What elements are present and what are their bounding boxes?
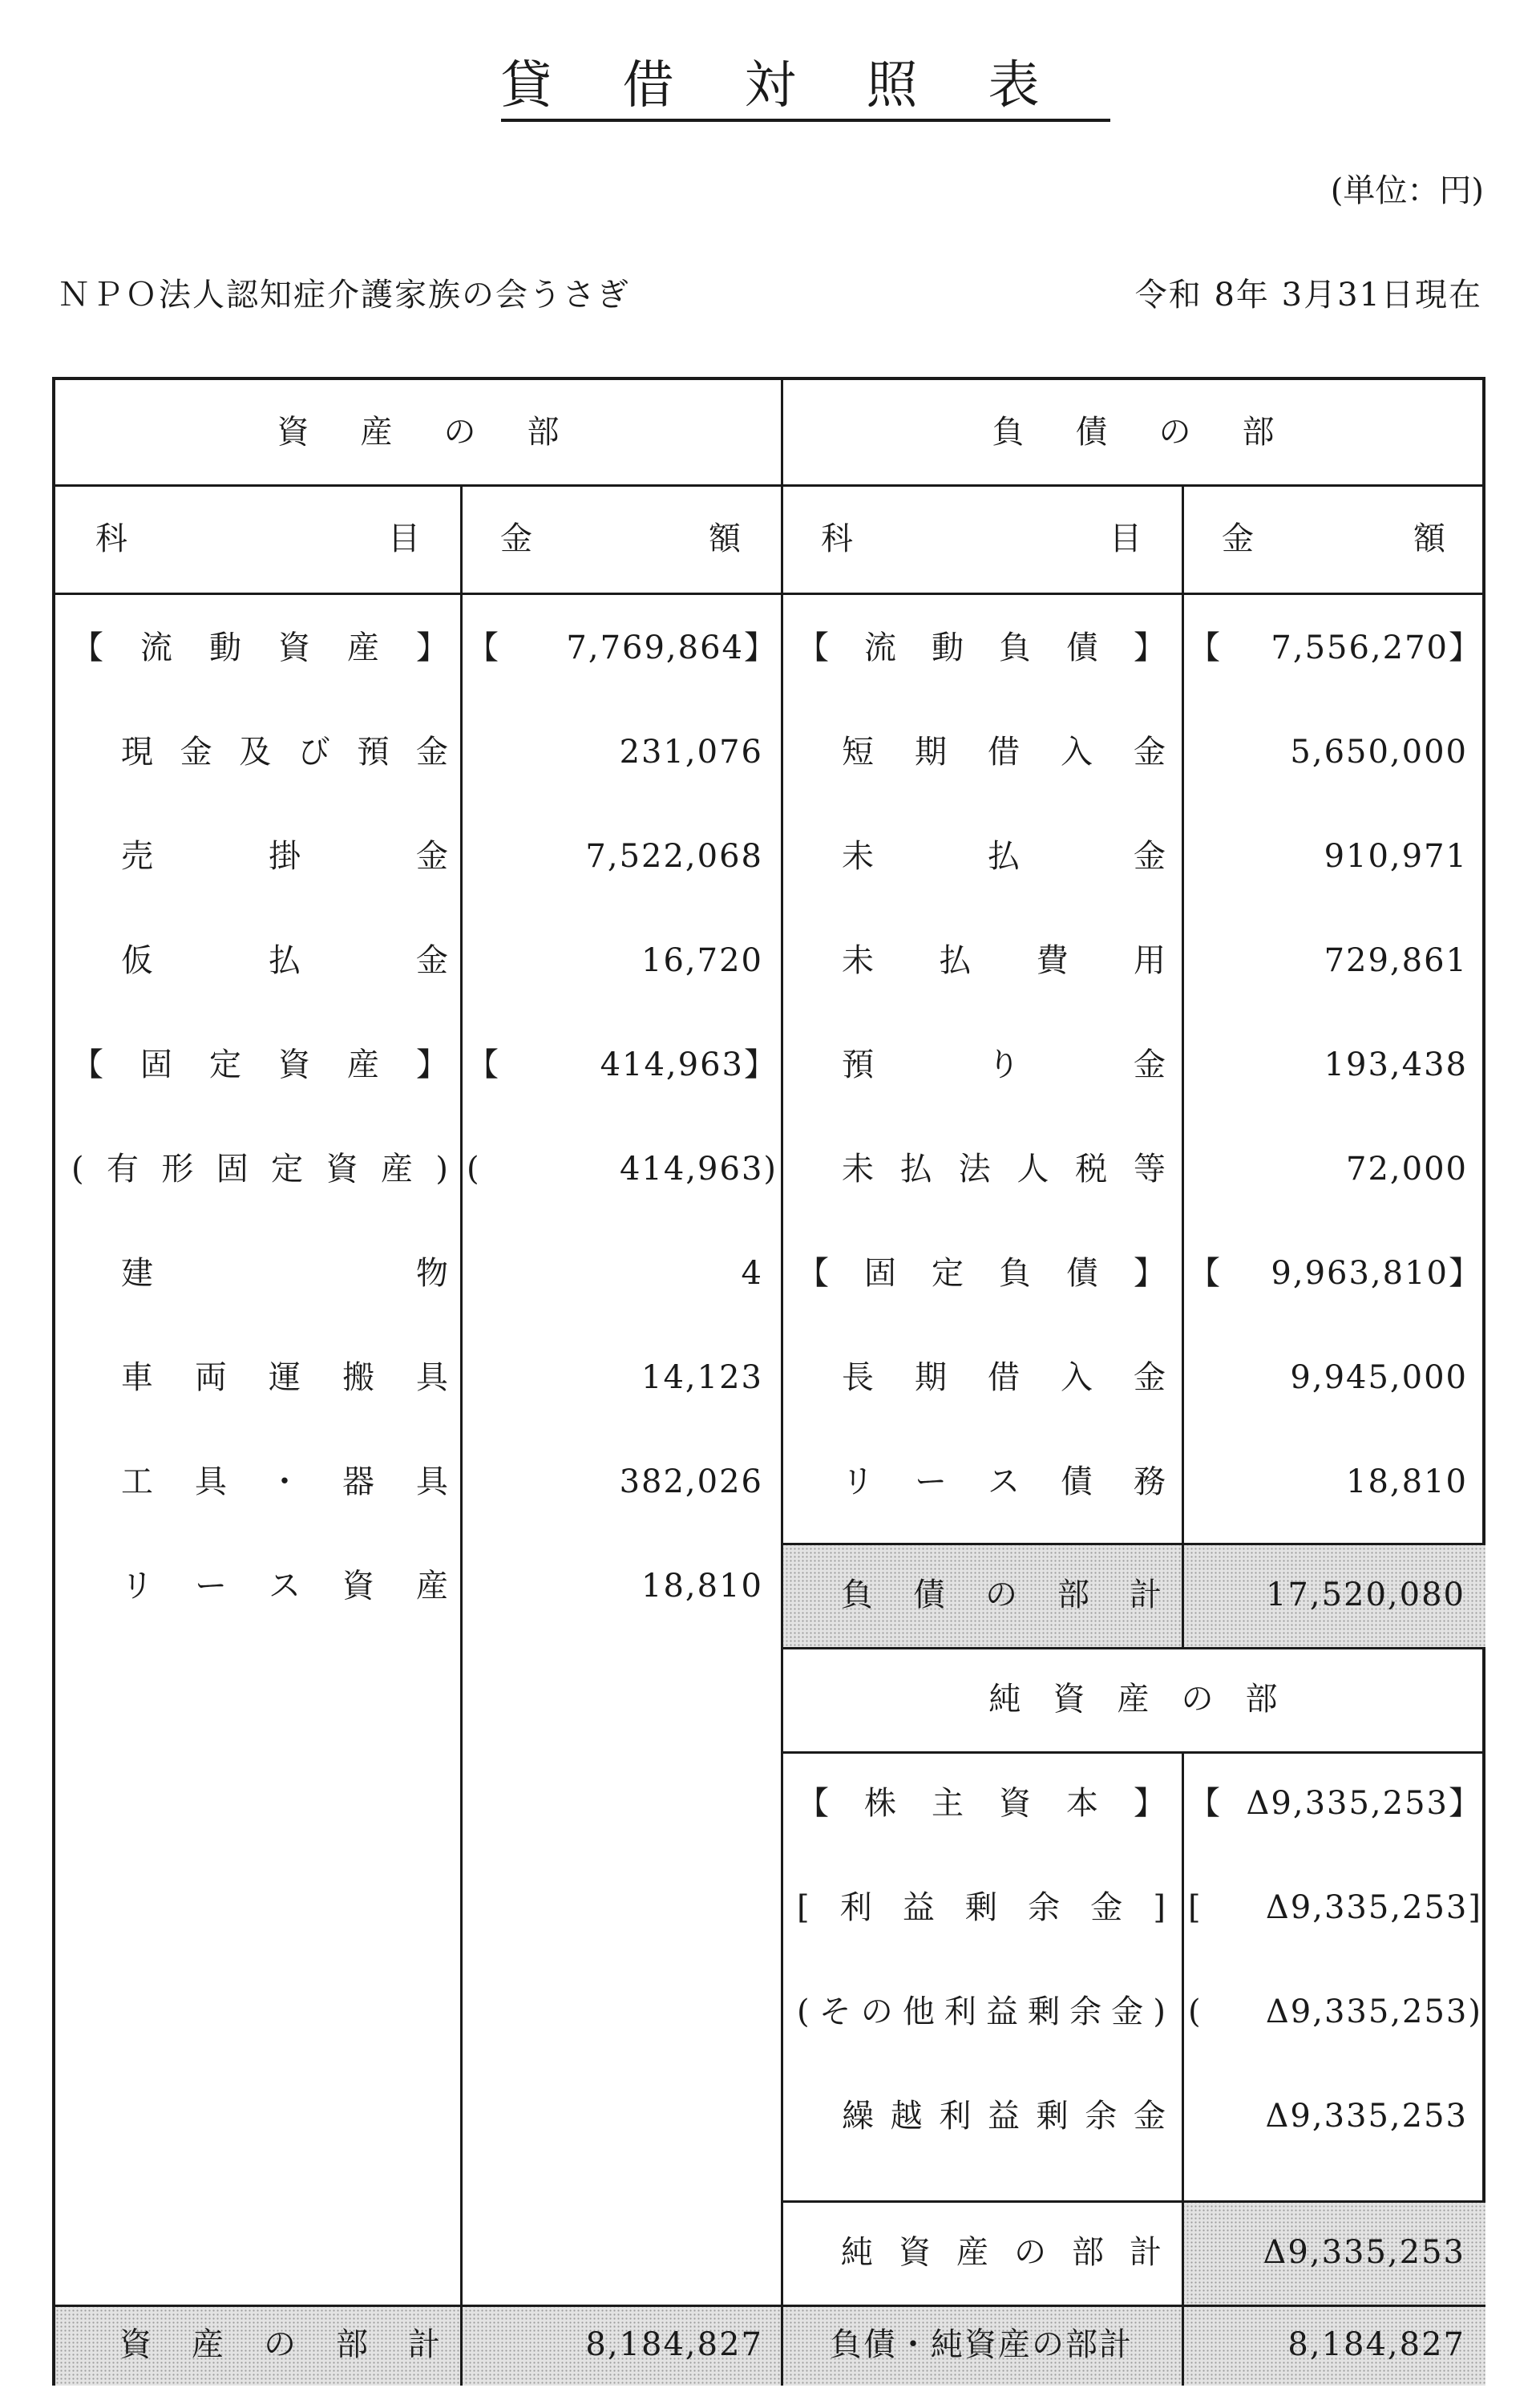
label-char: 仮 (121, 942, 153, 979)
assets-row-amount: 7,769,864】 (566, 629, 778, 666)
document-title (0, 44, 1540, 118)
assets-row-label (121, 1249, 448, 1297)
label-char: 益 (987, 2098, 1020, 2135)
label-char: 売 (121, 838, 153, 875)
label-char: 現 (121, 734, 153, 771)
liabilities-subject-header-right: 目 (1110, 520, 1142, 557)
label-char: 具 (416, 1463, 448, 1500)
rule-net-assets-header-top (781, 1647, 1485, 1649)
label-char: ( (71, 1151, 84, 1188)
label-char: 】 (416, 629, 448, 666)
label-char: 払 (988, 838, 1020, 875)
net-assets-total-amount: Δ9,335,253 (1263, 2234, 1465, 2271)
label-char: 余 (1069, 1993, 1102, 2030)
liabilities-row-amount: 7,556,270】 (1271, 629, 1482, 666)
label-char: 定 (209, 1046, 241, 1083)
assets-row-label (121, 937, 448, 985)
label-char: 本 (1066, 1785, 1098, 1822)
label-char: そ (819, 1993, 851, 2030)
organization-name: ＮＰＯ法人認知症介護家族の会うさぎ (58, 277, 630, 314)
rule-section-header (55, 484, 1485, 487)
label-char: 剰 (964, 1889, 997, 1926)
label-char: 他 (902, 1993, 935, 2030)
label-char: ー (915, 1463, 947, 1500)
assets-row-label (71, 1145, 448, 1193)
label-char: 動 (932, 629, 964, 666)
label-char: 産 (347, 1046, 379, 1083)
label-char: [ (797, 1889, 810, 1926)
assets-total-amount: 8,184,827 (585, 2326, 763, 2363)
label-char: 入 (1061, 734, 1093, 771)
assets-row-label (121, 832, 448, 880)
assets-amount-header-right: 額 (709, 520, 741, 557)
label-char: ) (435, 1151, 448, 1188)
liabilities-row-label (797, 624, 1166, 672)
label-char: 未 (842, 1151, 874, 1188)
label-char: 金 (416, 942, 448, 979)
label-char: ー (195, 1568, 227, 1605)
label-char: 費 (1036, 942, 1069, 979)
assets-row-amount: 4 (741, 1255, 763, 1292)
label-char: 運 (269, 1359, 301, 1396)
label-char: び (297, 734, 330, 771)
label-char: 計 (1130, 1576, 1162, 1613)
label-char: 流 (140, 629, 172, 666)
label-char: 借 (988, 734, 1020, 771)
label-char: 株 (864, 1785, 896, 1822)
assets-subject-header-right: 目 (388, 520, 420, 557)
label-char: 固 (864, 1255, 896, 1292)
label-char: 繰 (842, 2098, 874, 2135)
rule-column-header (55, 593, 1485, 595)
label-char: 計 (1130, 2234, 1162, 2271)
label-char: 】 (1134, 629, 1166, 666)
liabilities-row-label (842, 1354, 1166, 1402)
label-char: の (1014, 2234, 1046, 2271)
assets-row-amount: 14,123 (641, 1359, 763, 1396)
label-char: リ (121, 1568, 153, 1605)
assets-amount-header (460, 515, 781, 563)
assets-amount-header-left: 金 (500, 520, 532, 557)
label-char: 産 (956, 2234, 988, 2271)
label-char: 余 (1028, 1889, 1061, 1926)
net-assets-row-amount: Δ9,335,253】 (1246, 1785, 1482, 1822)
label-char: 資 (278, 1046, 310, 1083)
label-char: 金 (1134, 838, 1166, 875)
label-char: 入 (1061, 1359, 1093, 1396)
label-char: 動 (209, 629, 241, 666)
assets-row-label (121, 1458, 448, 1506)
liabilities-section-header: 負債の部 (992, 414, 1326, 451)
label-char: 務 (1134, 1463, 1166, 1500)
net-assets-row-label (797, 1779, 1166, 1827)
label-char: 金 (415, 734, 448, 771)
net-assets-row-label (797, 1988, 1166, 2036)
liabilities-row-label (842, 728, 1166, 776)
liabilities-total-label (841, 1571, 1162, 1619)
liabilities-total-amount: 17,520,080 (1265, 1576, 1465, 1613)
liabilities-row-label (842, 1041, 1166, 1089)
assets-row-amount: 382,026 (619, 1463, 763, 1500)
liabilities-row-amount: 729,861 (1324, 942, 1468, 979)
net-assets-row-amount: Δ9,335,253) (1265, 1993, 1482, 2030)
assets-subject-header-left: 科 (95, 520, 127, 557)
document-title-text: 貸借対照表 (501, 56, 1110, 122)
label-char: 金 (1111, 1993, 1144, 2030)
label-char: 部 (1057, 1576, 1089, 1613)
label-char: 具 (416, 1359, 448, 1396)
label-char: 定 (932, 1255, 964, 1292)
label-char: り (988, 1046, 1020, 1083)
label-char: ス (269, 1568, 301, 1605)
liabilities-row-amount: 5,650,000 (1290, 734, 1468, 771)
label-char: 等 (1133, 1151, 1166, 1188)
balance-sheet-table (52, 377, 1485, 2386)
rule-net-assets-amount (1182, 1751, 1184, 2386)
rule-net-assets-header-bottom (781, 1751, 1485, 1754)
assets-row-amount: 16,720 (641, 942, 763, 979)
label-char: 長 (842, 1359, 874, 1396)
assets-row-amount: 414,963) (619, 1151, 778, 1188)
net-assets-row-open-bracket: 【 (1188, 1785, 1220, 1822)
assets-row-amount: 414,963】 (600, 1046, 778, 1083)
label-char: 【 (797, 1785, 829, 1822)
label-char: 金 (180, 734, 212, 771)
label-char: 債 (1066, 1255, 1098, 1292)
label-char: ス (988, 1463, 1020, 1500)
label-char: 法 (958, 1151, 991, 1188)
liabilities-row-amount: 18,810 (1346, 1463, 1468, 1500)
label-char: 期 (915, 1359, 947, 1396)
liabilities-row-amount: 910,971 (1324, 838, 1468, 875)
grand-total-amount: 8,184,827 (1287, 2326, 1465, 2363)
label-char: ・ (269, 1463, 301, 1500)
label-char: 【 (71, 629, 103, 666)
label-char: 【 (71, 1046, 103, 1083)
label-char: の (860, 1993, 893, 2030)
label-char: 益 (902, 1889, 935, 1926)
label-char: 金 (1134, 1359, 1166, 1396)
label-char: 負 (841, 1576, 873, 1613)
liabilities-row-amount: 9,963,810】 (1271, 1255, 1482, 1292)
liabilities-amount-header-right: 額 (1413, 520, 1445, 557)
assets-row-open-bracket: 【 (467, 1046, 499, 1083)
label-char: 具 (195, 1463, 227, 1500)
label-char: 債 (1066, 629, 1098, 666)
label-char: 剰 (1028, 1993, 1061, 2030)
label-char: 余 (1085, 2098, 1118, 2135)
label-char: 金 (1134, 734, 1166, 771)
liabilities-amount-header-left: 金 (1222, 520, 1254, 557)
label-char: 【 (797, 629, 829, 666)
label-char: 利 (944, 1993, 976, 2030)
label-char: 建 (121, 1255, 153, 1292)
label-char: 有 (107, 1151, 139, 1188)
label-char: 流 (864, 629, 896, 666)
liabilities-row-label (842, 937, 1166, 985)
label-char: 預 (842, 1046, 874, 1083)
label-char: 預 (357, 734, 390, 771)
label-char: 短 (842, 734, 874, 771)
liabilities-row-label (842, 1145, 1166, 1193)
label-char: 剰 (1036, 2098, 1069, 2135)
label-char: 部 (1072, 2234, 1104, 2271)
net-assets-row-label (842, 2092, 1166, 2140)
assets-row-label (121, 1354, 448, 1402)
assets-row-label (121, 1562, 448, 1610)
label-char: 資 (899, 2234, 931, 2271)
label-char: 資 (342, 1568, 374, 1605)
assets-row-label (121, 728, 448, 776)
label-char: 払 (269, 942, 301, 979)
label-char: 資 (325, 1151, 358, 1188)
assets-row-label (71, 1041, 448, 1089)
label-char: 定 (271, 1151, 304, 1188)
liabilities-row-label (797, 1249, 1166, 1297)
liabilities-row-label (842, 1458, 1166, 1506)
label-char: 】 (1134, 1255, 1166, 1292)
label-char: 】 (416, 1046, 448, 1083)
net-assets-row-amount: Δ9,335,253 (1265, 2098, 1468, 2135)
liabilities-row-open-bracket: 【 (1188, 629, 1220, 666)
label-char: 車 (121, 1359, 153, 1396)
label-char: 期 (915, 734, 947, 771)
grand-total-label: 負債・純資産の部計 (830, 2326, 1133, 2363)
label-char: 物 (416, 1255, 448, 1292)
label-char: 資 (999, 1785, 1031, 1822)
label-char: 産 (416, 1568, 448, 1605)
net-assets-row-amount: Δ9,335,253] (1265, 1889, 1482, 1926)
assets-row-label (71, 624, 448, 672)
label-char: 搬 (342, 1359, 374, 1396)
label-char: 越 (890, 2098, 923, 2135)
label-char: ] (1153, 1889, 1166, 1926)
liabilities-row-label (842, 832, 1166, 880)
liabilities-subject-header (781, 515, 1182, 563)
liabilities-amount-header (1182, 515, 1485, 563)
label-char: 計 (408, 2326, 440, 2363)
assets-row-amount: 18,810 (641, 1568, 763, 1605)
label-char: 両 (195, 1359, 227, 1396)
label-char: 固 (140, 1046, 172, 1083)
label-char: 債 (1061, 1463, 1093, 1500)
assets-subject-header (55, 515, 460, 563)
label-char: 負 (999, 629, 1031, 666)
label-char: 債 (913, 1576, 945, 1613)
label-char: 金 (1133, 2098, 1166, 2135)
label-char: 固 (216, 1151, 249, 1188)
label-char: 払 (899, 1151, 932, 1188)
assets-row-open-bracket: ( (467, 1151, 479, 1188)
label-char: 負 (999, 1255, 1031, 1292)
label-char: 【 (797, 1255, 829, 1292)
label-char: リ (842, 1463, 874, 1500)
unit-note: (単位：円) (1330, 172, 1484, 209)
label-char: ( (797, 1993, 810, 2030)
assets-total-label (119, 2321, 440, 2369)
label-char: 及 (239, 734, 272, 771)
label-char: 産 (380, 1151, 413, 1188)
assets-section-header: 資産の部 (277, 414, 611, 451)
net-assets-section-header: 純資産の部 (988, 1681, 1310, 1718)
liabilities-row-amount: 193,438 (1324, 1046, 1468, 1083)
net-assets-row-label (797, 1884, 1166, 1932)
liabilities-row-amount: 9,945,000 (1290, 1359, 1468, 1396)
net-assets-row-open-bracket: ( (1188, 1993, 1201, 2030)
label-char: 利 (839, 1889, 872, 1926)
label-char: 産 (192, 2326, 224, 2363)
label-char: 産 (347, 629, 379, 666)
label-char: 益 (986, 1993, 1018, 2030)
label-char: 利 (939, 2098, 972, 2135)
label-char: 未 (842, 838, 874, 875)
label-char: 純 (841, 2234, 873, 2271)
label-char: 未 (842, 942, 874, 979)
label-char: 用 (1133, 942, 1166, 979)
label-char: 金 (1134, 1046, 1166, 1083)
rule-center (781, 380, 783, 2386)
assets-row-amount: 7,522,068 (585, 838, 763, 875)
rule-liabilities-total-top (781, 1543, 1485, 1545)
liabilities-row-open-bracket: 【 (1188, 1255, 1220, 1292)
label-char: 資 (278, 629, 310, 666)
label-char: の (985, 1576, 1017, 1613)
assets-row-open-bracket: 【 (467, 629, 499, 666)
label-char: 器 (342, 1463, 374, 1500)
label-char: 払 (939, 942, 972, 979)
label-char: 】 (1134, 1785, 1166, 1822)
label-char: 借 (988, 1359, 1020, 1396)
label-char: 主 (932, 1785, 964, 1822)
label-char: 税 (1075, 1151, 1108, 1188)
label-char: 掛 (269, 838, 301, 875)
label-char: 金 (416, 838, 448, 875)
label-char: 金 (1090, 1889, 1123, 1926)
liabilities-row-amount: 72,000 (1346, 1151, 1468, 1188)
net-assets-row-open-bracket: [ (1188, 1889, 1201, 1926)
label-char: 形 (161, 1151, 194, 1188)
liabilities-subject-header-left: 科 (821, 520, 853, 557)
label-char: 部 (336, 2326, 368, 2363)
label-char: ) (1153, 1993, 1166, 2030)
label-char: 工 (121, 1463, 153, 1500)
net-assets-total-label (841, 2228, 1162, 2277)
rule-net-assets-total-top (781, 2200, 1485, 2203)
rule-grand-total-top (55, 2305, 1485, 2307)
label-char: 人 (1017, 1151, 1049, 1188)
as-of-date: 令和 8年 3月31日現在 (1134, 277, 1482, 314)
label-char: の (264, 2326, 296, 2363)
label-char: 資 (119, 2326, 152, 2363)
assets-row-amount: 231,076 (619, 734, 763, 771)
